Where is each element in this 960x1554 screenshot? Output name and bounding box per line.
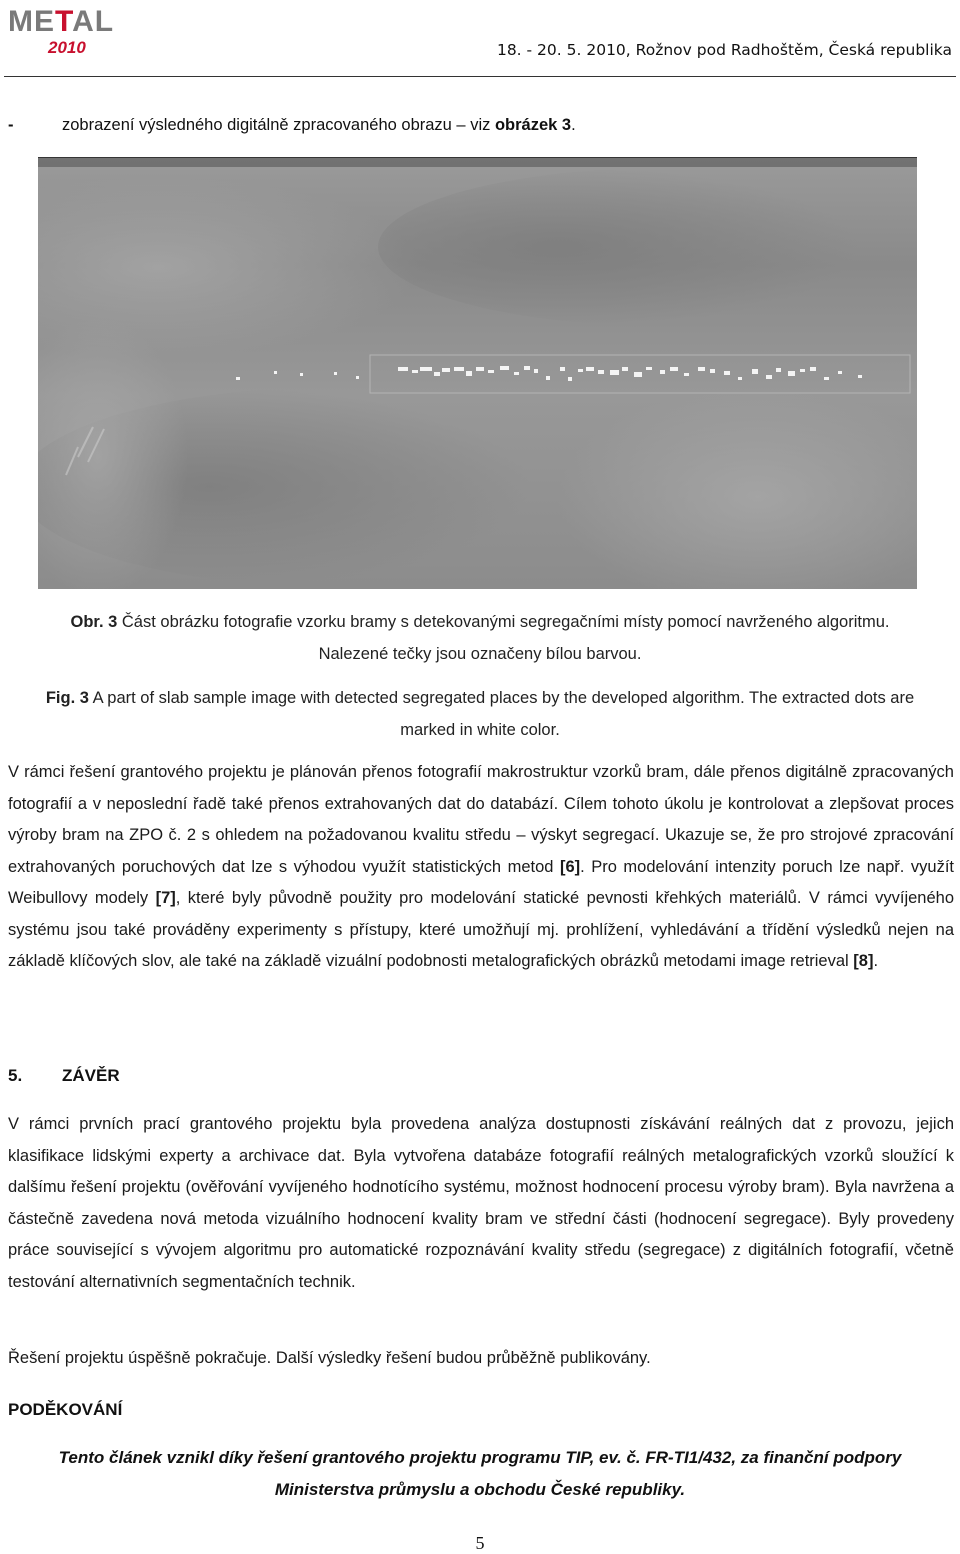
bullet-dash: - xyxy=(8,116,14,134)
bullet-text: zobrazení výsledného digitálně zpracovaného obrazu – viz xyxy=(62,116,495,134)
body-paragraph: Řešení projektu úspěšně pokračuje. Další výsledky řešení budou průběžně publikovány. xyxy=(8,1349,651,1367)
section-heading xyxy=(8,1066,120,1086)
header-divider xyxy=(4,76,956,77)
logo-year: 2010 xyxy=(48,38,86,57)
body-paragraph: V rámci prvních prací grantového projektu byla provedena analýza dostupnosti získávání reálných dat z provozu, jejich klasifikace lidskými experty a archivace dat. Byla vytvořena databáze fotografií reálných metalografických vzorků sloužící k dalšímu řešení projektu (ověřování vyvíjeného hodnotícího systému, možnost hodnocení procesu výroby bram). Byla navržena a částečně zavedena nová metoda vizuálního hodnocení kvality bram ve střední části (hodnocení segregace). Byly provedeny práce související s vývojem algoritmu pro automatické rozpoznávání kvality středu (segregace) z digitálních fotografií, včetně testování alternativních segmentačních technik. xyxy=(8,1115,954,1291)
event-info: 18. - 20. 5. 2010, Rožnov pod Radhoštěm, Česká republika xyxy=(496,41,952,59)
acknowledgement-text: Tento článek vznikl díky řešení grantového projektu programu TIP, ev. č. FR-TI1/432, za finanční podpory Ministerstva průmyslu a obchodu České republiky. xyxy=(58,1448,902,1499)
body-paragraph: V rámci řešení grantového projektu je plánován přenos fotografií makrostruktur vzorků bram, dále přenos digitálně zpracovaných fotografií a v neposlední řadě také přenos extrahovaných dat do databází. Cílem tohoto úkolu je kontrolovat a zlepšovat proces výroby bram na ZPO č. 2 s ohledem na požadovanou kvalitu středu – výskyt segregací. Ukazuje se, že pro strojové zpracování extrahovaných poruchových dat lze s výhodou využít statistických metod [6]. Pro modelování intenzity poruch lze např. využít Weibullovy modely [7], které byly původně použity pro modelování statické pevnosti křehkých materiálů. V rámci vyvíjeného systému jsou také prováděny experimenty s přístupy, které umožňují mj. prohlížení, vyhledávání a třídění výsledků nejen na základě klíčových slov, ale také na základě vizuální podobnosti metalografických obrázků metodami image retrieval [8]. xyxy=(8,763,955,970)
citation-ref: [7] xyxy=(155,889,176,907)
figure-reference: obrázek 3 xyxy=(494,116,572,134)
slab-sample-image xyxy=(38,157,917,589)
section-title: ZÁVĚR xyxy=(62,1066,120,1085)
caption-label: Fig. 3 xyxy=(45,689,89,707)
acknowledgement-heading: PODĚKOVÁNÍ xyxy=(8,1400,123,1419)
caption-label: Obr. 3 xyxy=(70,613,118,631)
caption-text: A part of slab sample image with detected segregated places by the developed algorithm. The extracted dots are marked in white color. xyxy=(88,689,915,739)
figure-caption-czech xyxy=(40,606,920,670)
figure-caption-english xyxy=(40,682,920,746)
logo-wordmark: METAL xyxy=(8,5,115,38)
page-number: 5 xyxy=(475,1533,485,1553)
slab-photo-graphic xyxy=(38,157,917,589)
citation-ref: [8] xyxy=(853,952,874,970)
citation-ref: [6] xyxy=(559,857,581,876)
conference-logo xyxy=(4,2,124,64)
section-number: 5. xyxy=(8,1066,23,1085)
caption-text: Část obrázku fotografie vzorku bramy s detekovanými segregačními místy pomocí navrženého algoritmu. Nalezené tečky jsou označeny bílou barvou. xyxy=(117,613,890,663)
bullet-item: - zobrazení výsledného digitálně zpracovaného obrazu – viz obrázek 3. xyxy=(8,116,576,134)
